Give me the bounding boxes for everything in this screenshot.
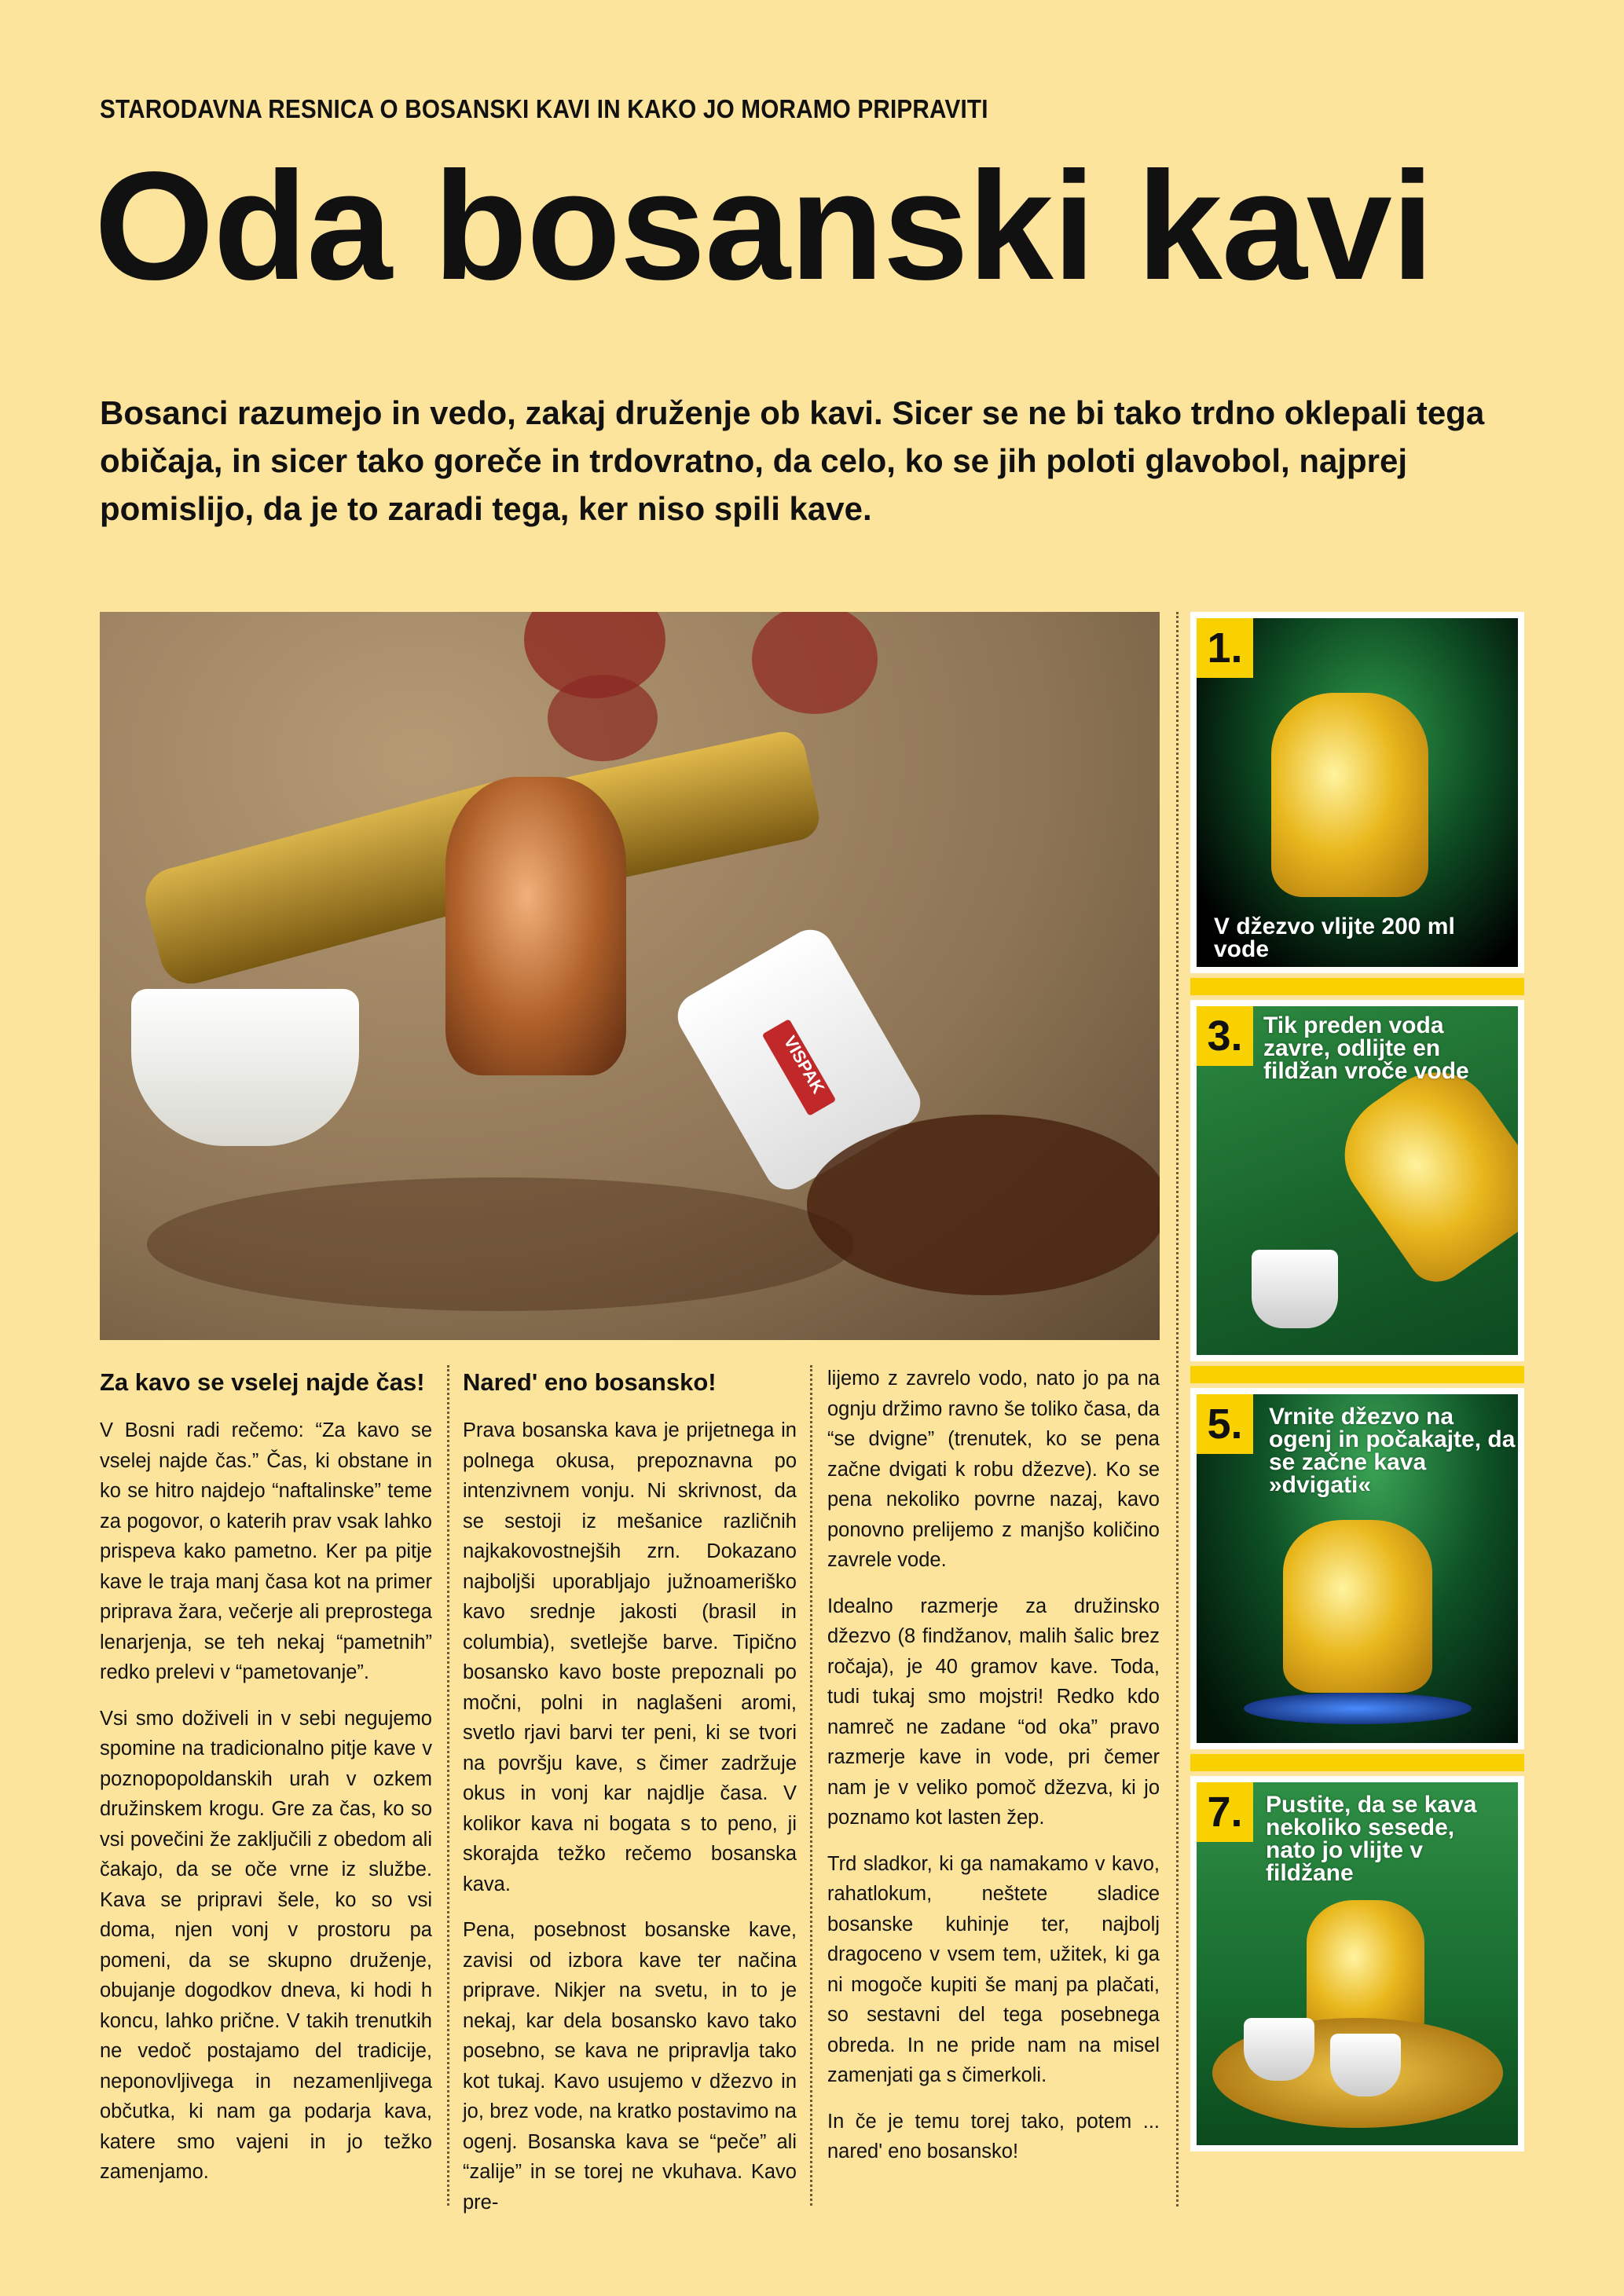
column-divider xyxy=(810,1365,812,2206)
step-1 xyxy=(1190,612,1524,973)
dzezva-illustration xyxy=(1271,693,1428,897)
step-number: 7. xyxy=(1197,1782,1253,1842)
article-column-2 xyxy=(463,1367,797,2233)
article-column-3 xyxy=(827,1364,1160,2183)
step-number: 5. xyxy=(1197,1394,1253,1454)
dzezva-illustration xyxy=(1283,1520,1432,1693)
step-number: 1. xyxy=(1197,618,1253,678)
fildzan-cup-illustration xyxy=(1330,2034,1401,2096)
paragraph: In če je temu torej tako, potem ... nared' eno bosansko! xyxy=(827,2110,1160,2162)
divider-bar xyxy=(1190,1754,1524,1771)
paragraph: Prava bosanska kava je prijetnega in polnega okusa, prepoznavna po intenzivnem vonju. Ni skrivnost, da se sestoji iz mešanice različnih najkakovostnejših zrn. Dokazano najboljši uporabljajo južnoameriško kavo srednje jakosti (brasil in columbia), svetlejše barve. Tipično bosansko kavo boste prepoznali po močni, polni in naglašeni aromi, svetlo rjavi barvi ter peni, ki se tvori na površju kave, s čimer zadržuje okus in vonj kar najdlje časa. V kolikor kava ni bogata s to peno, ji skorajda težko rečemo bosanska kava. xyxy=(463,1419,797,1895)
section-heading: Nared' eno bosansko! xyxy=(463,1368,717,1396)
article-column-1 xyxy=(100,1367,432,2203)
paragraph: Trd sladkor, ki ga namakamo v kavo, rahatlokum, neštete sladice bosanske kuhinje ter, najbolj dragoceno v vsem tem, užitek, ki ga ni mogoče kupiti še manj pa plačati, so sestavni del tega posebnega obreda. In ne pride nam na misel zamenjati ga s čimerkoli. xyxy=(827,1852,1160,2086)
cup-brand-label: VISPAK xyxy=(762,1019,837,1116)
section-heading: Za kavo se vselej najde čas! xyxy=(100,1368,425,1396)
step-3 xyxy=(1190,1000,1524,1361)
step-caption: Tik preden voda zavre, odlijte en fildžan vroče vode xyxy=(1263,1013,1469,1084)
fildzan-cup-illustration xyxy=(1244,2018,1314,2081)
column-divider xyxy=(1176,612,1179,2206)
step-caption: Pustite, da se kava nekoliko sesede, nato jo vlijte v fildžane xyxy=(1266,1792,1477,1886)
page-title: Oda bosanski kavi xyxy=(94,140,1434,312)
paragraph: V Bosni radi rečemo: “Za kavo se vselej najde čas.” Čas, ki obstane in ko se hitro najdejo “naftalinske” teme za pogovor, o katerih prav vsak lahko prispeva kako pametno. Ker pa pitje kave le traja manj časa kot na primer priprava žara, večerje ali preprostega lenarjenja, se teh nekaj “pametnih” redko prelevi v “pametovanje”. xyxy=(100,1419,432,1683)
dzezva-illustration xyxy=(1322,1049,1518,1293)
step-caption: Vrnite džezvo na ogenj in počakajte, da se začne kava »dvigati« xyxy=(1269,1404,1516,1498)
fildzan-cup-illustration xyxy=(1252,1250,1338,1328)
paragraph: Vsi smo doživeli in v sebi negujemo spomine na tradicionalno pitje kave v poznopopoldanskih urah v ozkem družinskem krogu. Gre za čas, ko so vsi povečini že zaključili z obedom ali čakajo, da se oče vrne iz službe. Kava se pripravi šele, ko so vsi doma, njen vonj v prostoru pa pomeni, da se skupno druženje, obujanje dogodkov dneva, ki hodi h koncu, lahko prične. V takih trenutkih ne vedoč postajamo del tradicije, neponovljivega in nezamenljivega občutka, ki nam ga podarja kava, katere smo vajeni in jo težko zamenjamo. xyxy=(100,1707,432,2183)
step-5 xyxy=(1190,1388,1524,1749)
paragraph: Idealno razmerje za družinsko džezvo (8 findžanov, malih šalic brez ročaja), je 40 gramov kave. Toda, tudi tukaj smo mojstri! Redko kdo namreč ne zadane “od oka” pravo razmerje kave in vode, pri čemer nam je v veliko pomoč džezva, ki jo poznamo kot lasten žep. xyxy=(827,1595,1160,1829)
lede: Bosanci razumejo in vedo, zakaj druženje ob kavi. Sicer se ne bi tako trdno oklepali tega običaja, in sicer tako goreče in trdovratno, da celo, ko se jih poloti glavobol, najprej pomislijo, da je to zaradi tega, ker niso spili kave. xyxy=(100,394,1485,527)
gas-flame-icon xyxy=(1244,1693,1472,1724)
column-divider xyxy=(447,1365,449,2206)
divider-bar xyxy=(1190,978,1524,995)
preparation-steps xyxy=(1190,612,1524,2151)
step-caption: V džezvo vlijte 200 ml vode xyxy=(1214,914,1455,962)
paragraph: Pena, posebnost bosanske kave, zavisi od izbora kave ter načina priprave. Nikjer na svetu, in to je nekaj, kar dela bosansko kavo tako posebno, se kava ne pripravlja tako kot tukaj. Kavo usujemo v džezvo in jo, brez vode, na kratko postavimo na ogenj. Bosanska kava se “peče” ali “zalije” in se torej ne vkuhava. Kavo pre- xyxy=(463,1919,797,2214)
divider-bar xyxy=(1190,1366,1524,1383)
kicker: STARODAVNA RESNICA O BOSANSKI KAVI IN KAKO JO MORAMO PRIPRAVITI xyxy=(100,94,988,123)
coffee-photo xyxy=(100,612,1160,1340)
step-number: 3. xyxy=(1197,1006,1253,1066)
paragraph: lijemo z zavrelo vodo, nato jo pa na ognju držimo ravno še toliko časa, da “se dvigne” (trenutek, ko se pena začne dvigati k robu džezve). Ko se pena nekoliko povrne nazaj, kavo ponovno prelijemo z manjšo količino zavrele vode. xyxy=(827,1368,1160,1571)
step-7 xyxy=(1190,1776,1524,2151)
